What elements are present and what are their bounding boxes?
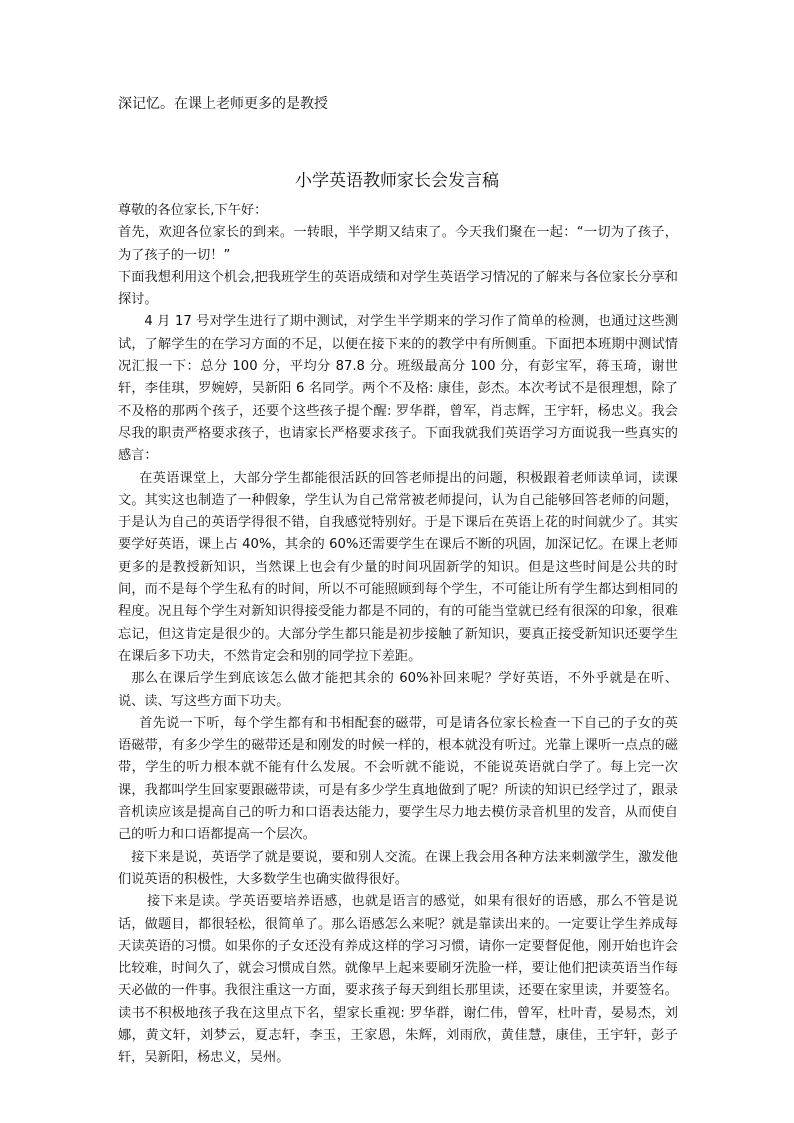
greeting-paragraph: 尊敬的各位家长,下午好： xyxy=(118,203,268,218)
document-title: 小学英语教师家长会发言稿 xyxy=(295,171,499,191)
intro-paragraph: 下面我想利用这个机会,把我班学生的英语成绩和对学生英语学习情况的了解来与各位家长分享和探讨。 xyxy=(118,269,678,308)
after-class-paragraph: 那么在课后学生到底该怎么做才能把其余的 60%补回来呢？学好英语，不外乎就是在听、说、读、写这些方面下功夫。 xyxy=(118,671,678,709)
exam-report-paragraph: 4 月 17 号对学生进行了期中测试，对学生半学期来的学习作了简单的检测，也通过这些测试，了解学生的在学习方面的不足，以便在接下来的的教学中有所侧重。下面把本班期中测试情况汇报一下：总分 100 分，平均分 87.8 分。班级最高分 100 分，有彭宝军，蒋玉琦，谢世轩，李佳琪，罗婉婷，吴新阳 6 名同学。两个不及格: 康佳，彭杰。本次考试不是很理想，除了不及格的那两个孩子，还要个这些孩子提个醒: 罗华群，曾军，肖志辉，王宇轩，杨忠义。我会尽我的职责严格要求孩子，也请家长严格要求孩子。下面我就我们英语学习方面说我一些真实的感言： xyxy=(118,314,678,464)
reading-paragraph: 接下来是读。学英语要培养语感，也就是语言的感觉，如果有很好的语感，那么不管是说话，做题目，都很轻松，很简单了。那么语感怎么来呢？就是靠读出来的。一定要让学生养成每天读英语的习惯。如果你的子女还没有养成这样的学习习惯，请你一定要督促他，刚开始也许会比较难，时间久了，就会习惯成自然。就像早上起来要刷牙洗脸一样，要让他们把读英语当作每天必做的一件事。我很注重这一方面，要求孩子每天到组长那里读，还要在家里读，并要签名。读书不积极地孩子我在这里点下名，望家长重视: 罗华群，谢仁伟，曾军，杜叶青，晏易杰，刘娜，黄文轩，刘梦云，夏志轩，李玉，王家恩，朱辉，刘雨欣，黄佳慧，康佳，王宇轩，彭子轩，吴新阳，杨忠义，吴州。 xyxy=(118,894,678,1066)
listening-paragraph: 首先说一下听，每个学生都有和书相配套的磁带，可是请各位家长检查一下自己的子女的英语磁带，有多少学生的磁带还是和刚发的时候一样的，根本就没有听过。光靠上课听一点点的磁带，学生的听力根本就不能有什么发展。不会听就不能说，不能说英语就白学了。每上完一次课，我都叫学生回家要跟磁带读，可是有多少学生真地做到了呢？所读的知识已经学过了，跟录音机读应该是提高自己的听力和口语表达能力，要学生尽力地去模仿录音机里的发音，从而使自己的听力和口语都提高一个层次。 xyxy=(118,715,678,843)
classroom-paragraph: 在英语课堂上，大部分学生都能很活跃的回答老师提出的问题，积极跟着老师读单词，读课文。其实这也制造了一种假象，学生认为自己常常被老师提问，认为自己能够回答老师的问题，于是认为自己的英语学得很不错，自我感觉特别好。于是下课后在英语上花的时间就少了。其实要学好英语，课上占 40%，其余的 60%还需要学生在课后不断的巩固，加深记忆。在课上老师更多的是教授新知识，当然课上也会有少量的时间巩固新学的知识。但是这些时间是公共的时间，而不是每个学生私有的时间，所以不可能照顾到每个学生，不可能让所有学生都达到相同的程度。况且每个学生对新知识得接受能力都是不同的，有的可能当堂就已经有很深的印象，很难忘记，但这肯定是很少的。大部分学生都只能是初步接触了新知识，要真正接受新知识还要学生在课后多下功夫，不然肯定会和别的同学拉下差距。 xyxy=(118,470,678,664)
speaking-paragraph: 接下来是说，英语学了就是要说，要和别人交流。在课上我会用各种方法来刺激学生，激发他们说英语的积极性，大多数学生也确实做得很好。 xyxy=(118,849,678,887)
welcome-paragraph: 首先，欢迎各位家长的到来。一转眼，半学期又结束了。今天我们聚在一起：“一切为了孩子，为了孩子的一切！” xyxy=(118,225,678,263)
page-fragment-text: 深记忆。在课上老师更多的是教授 xyxy=(118,96,328,112)
document-body xyxy=(118,200,678,1070)
